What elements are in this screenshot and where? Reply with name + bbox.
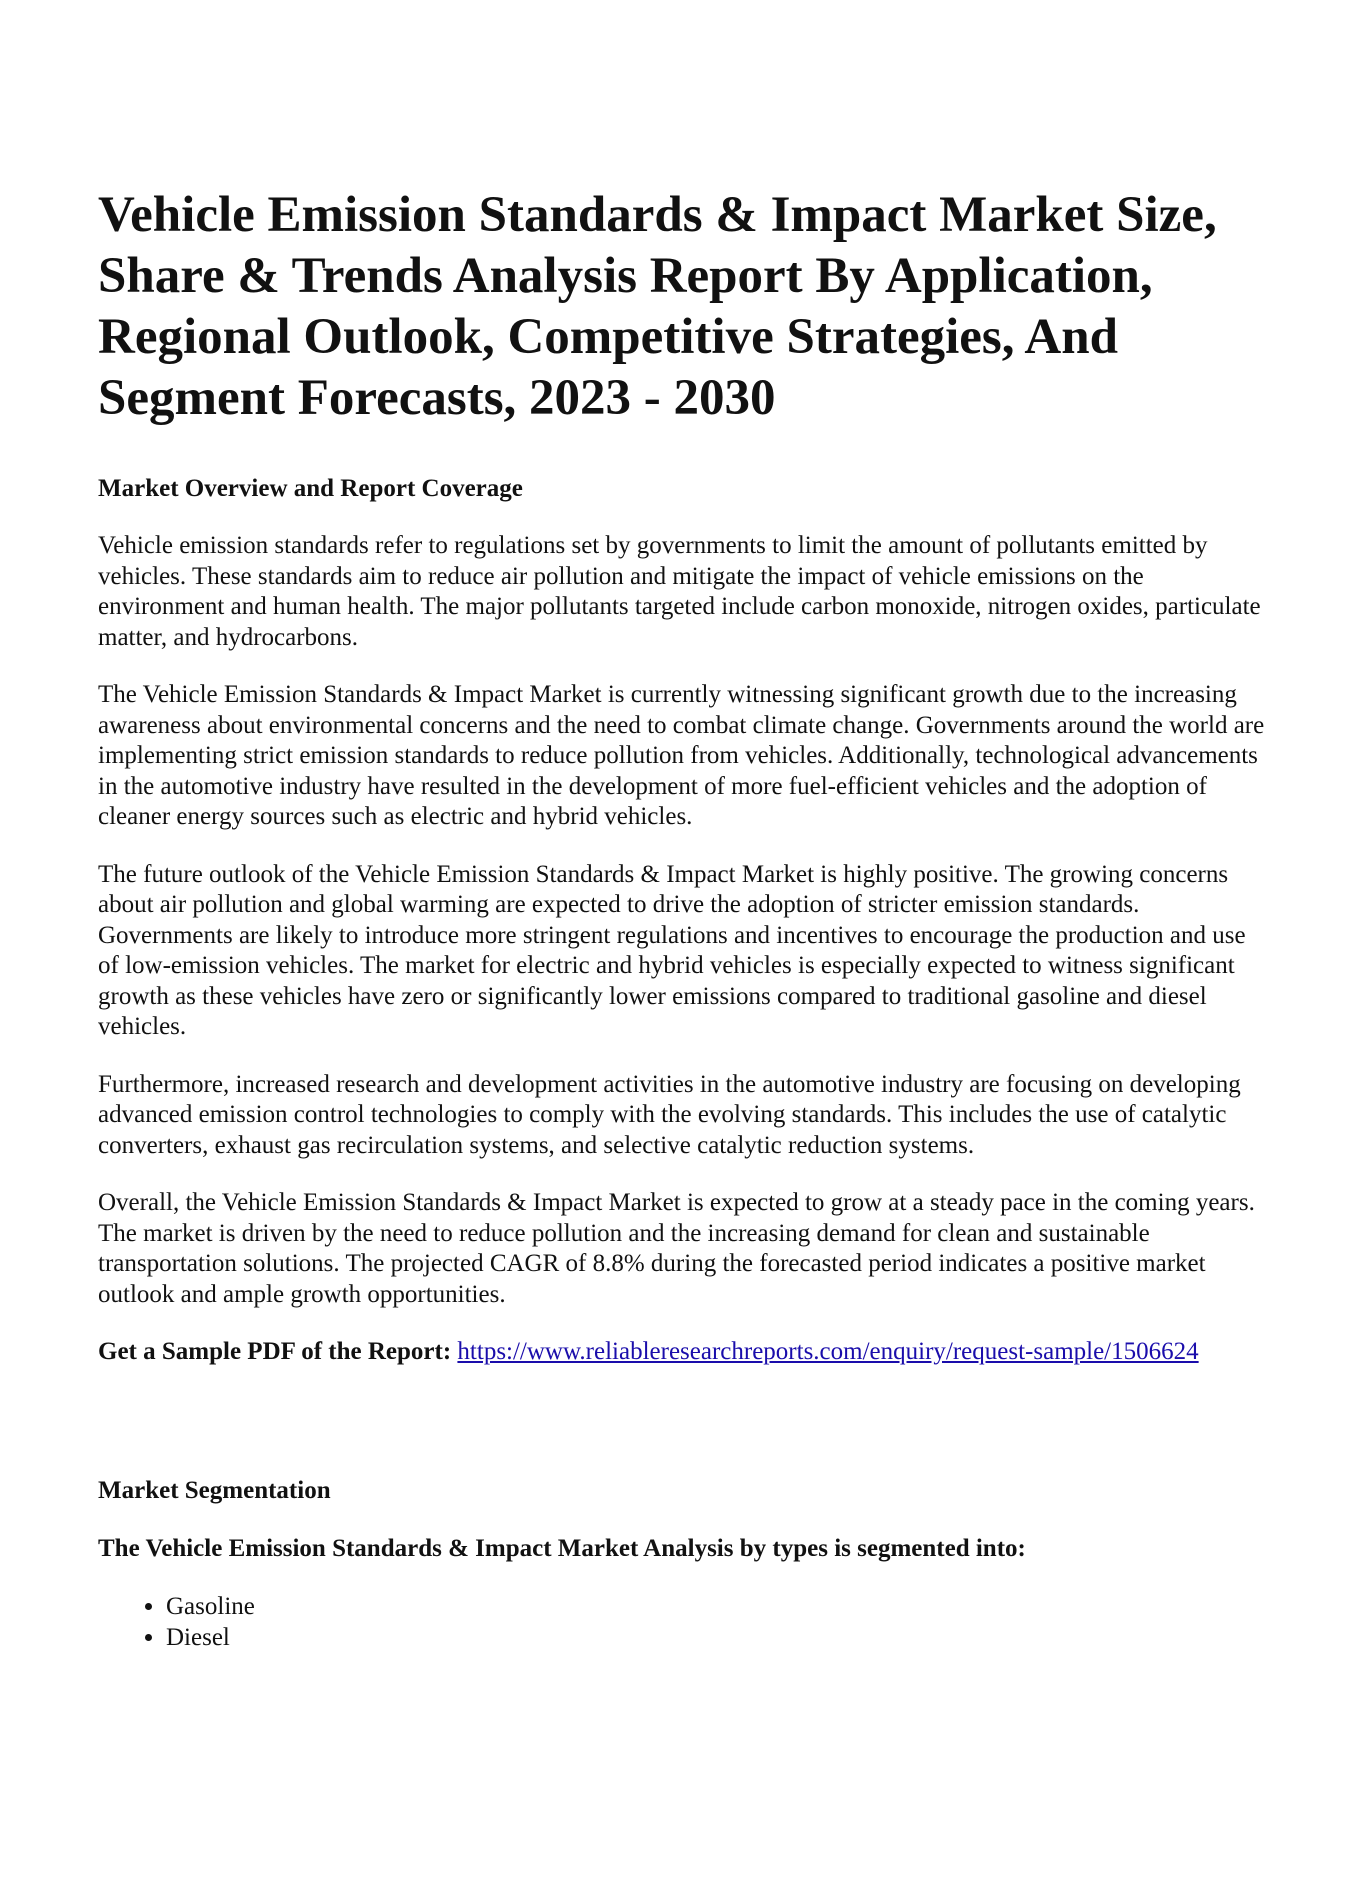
- paragraph-2: The Vehicle Emission Standards & Impact Market is currently witnessing significant growth due to the increasing awareness about environmental concerns and the need to combat climate change. Governments around the world are implementing strict emission standards to reduce pollution from vehicles. Additionally, technological advancements in the automotive industry have resulted in the development of more fuel-efficient vehicles and the adoption of cleaner energy sources such as electric and hybrid vehicles.: [98, 681, 1265, 830]
- paragraph-5: Overall, the Vehicle Emission Standards & Impact Market is expected to grow at a steady pace in the coming years. The market is driven by the need to reduce pollution and the increasing demand for clean and sustainable transportation solutions. The projected CAGR of 8.8% during the forecasted period indicates a positive market outlook and ample growth opportunities.: [98, 1189, 1255, 1308]
- paragraph-3: The future outlook of the Vehicle Emission Standards & Impact Market is highly positive. The growing concerns about air pollution and global warming are expected to drive the adoption of stricter emission standards. Governments are likely to introduce more stringent regulations and incentives to encourage the production and use of low-emission vehicles. The market for electric and hybrid vehicles is especially expected to witness significant growth as these vehicles have zero or significantly lower emissions compared to traditional gasoline and diesel vehicles.: [98, 860, 1246, 1040]
- types-list: [98, 1591, 1268, 1653]
- paragraph-1: Vehicle emission standards refer to regulations set by governments to limit the amount of pollutants emitted by vehicles. These standards aim to reduce air pollution and mitigate the impact of vehicle emissions on the environment and human health. The major pollutants targeted include carbon monoxide, nitrogen oxides, particulate matter, and hydrocarbons.: [98, 532, 1261, 651]
- list-item: • Diesel: [166, 1622, 1268, 1653]
- sample-pdf-label: Get a Sample PDF of the Report:: [98, 1338, 452, 1365]
- overview-heading: Market Overview and Report Coverage: [98, 475, 523, 502]
- sample-pdf-line: [98, 1337, 1268, 1368]
- list-item: • Gasoline: [166, 1591, 1268, 1622]
- segmentation-heading: Market Segmentation: [98, 1476, 331, 1504]
- sample-pdf-link[interactable]: https://www.reliableresearchreports.com/enquiry/request-sample/1506624: [457, 1338, 1199, 1365]
- paragraph-4: Furthermore, increased research and development activities in the automotive industry are focusing on developing advanced emission control technologies to comply with the evolving standards. This includes the use of catalytic converters, exhaust gas recirculation systems, and selective catalytic reduction systems.: [98, 1070, 1241, 1159]
- types-heading: The Vehicle Emission Standards & Impact Market Analysis by types is segmented into:: [98, 1534, 1026, 1562]
- document-page: [98, 185, 1268, 1653]
- document-title: Vehicle Emission Standards & Impact Market Size, Share & Trends Analysis Report By Application, Regional Outlook, Competitive Strategies, And Segment Forecasts, 2023 - 2030: [98, 187, 1217, 426]
